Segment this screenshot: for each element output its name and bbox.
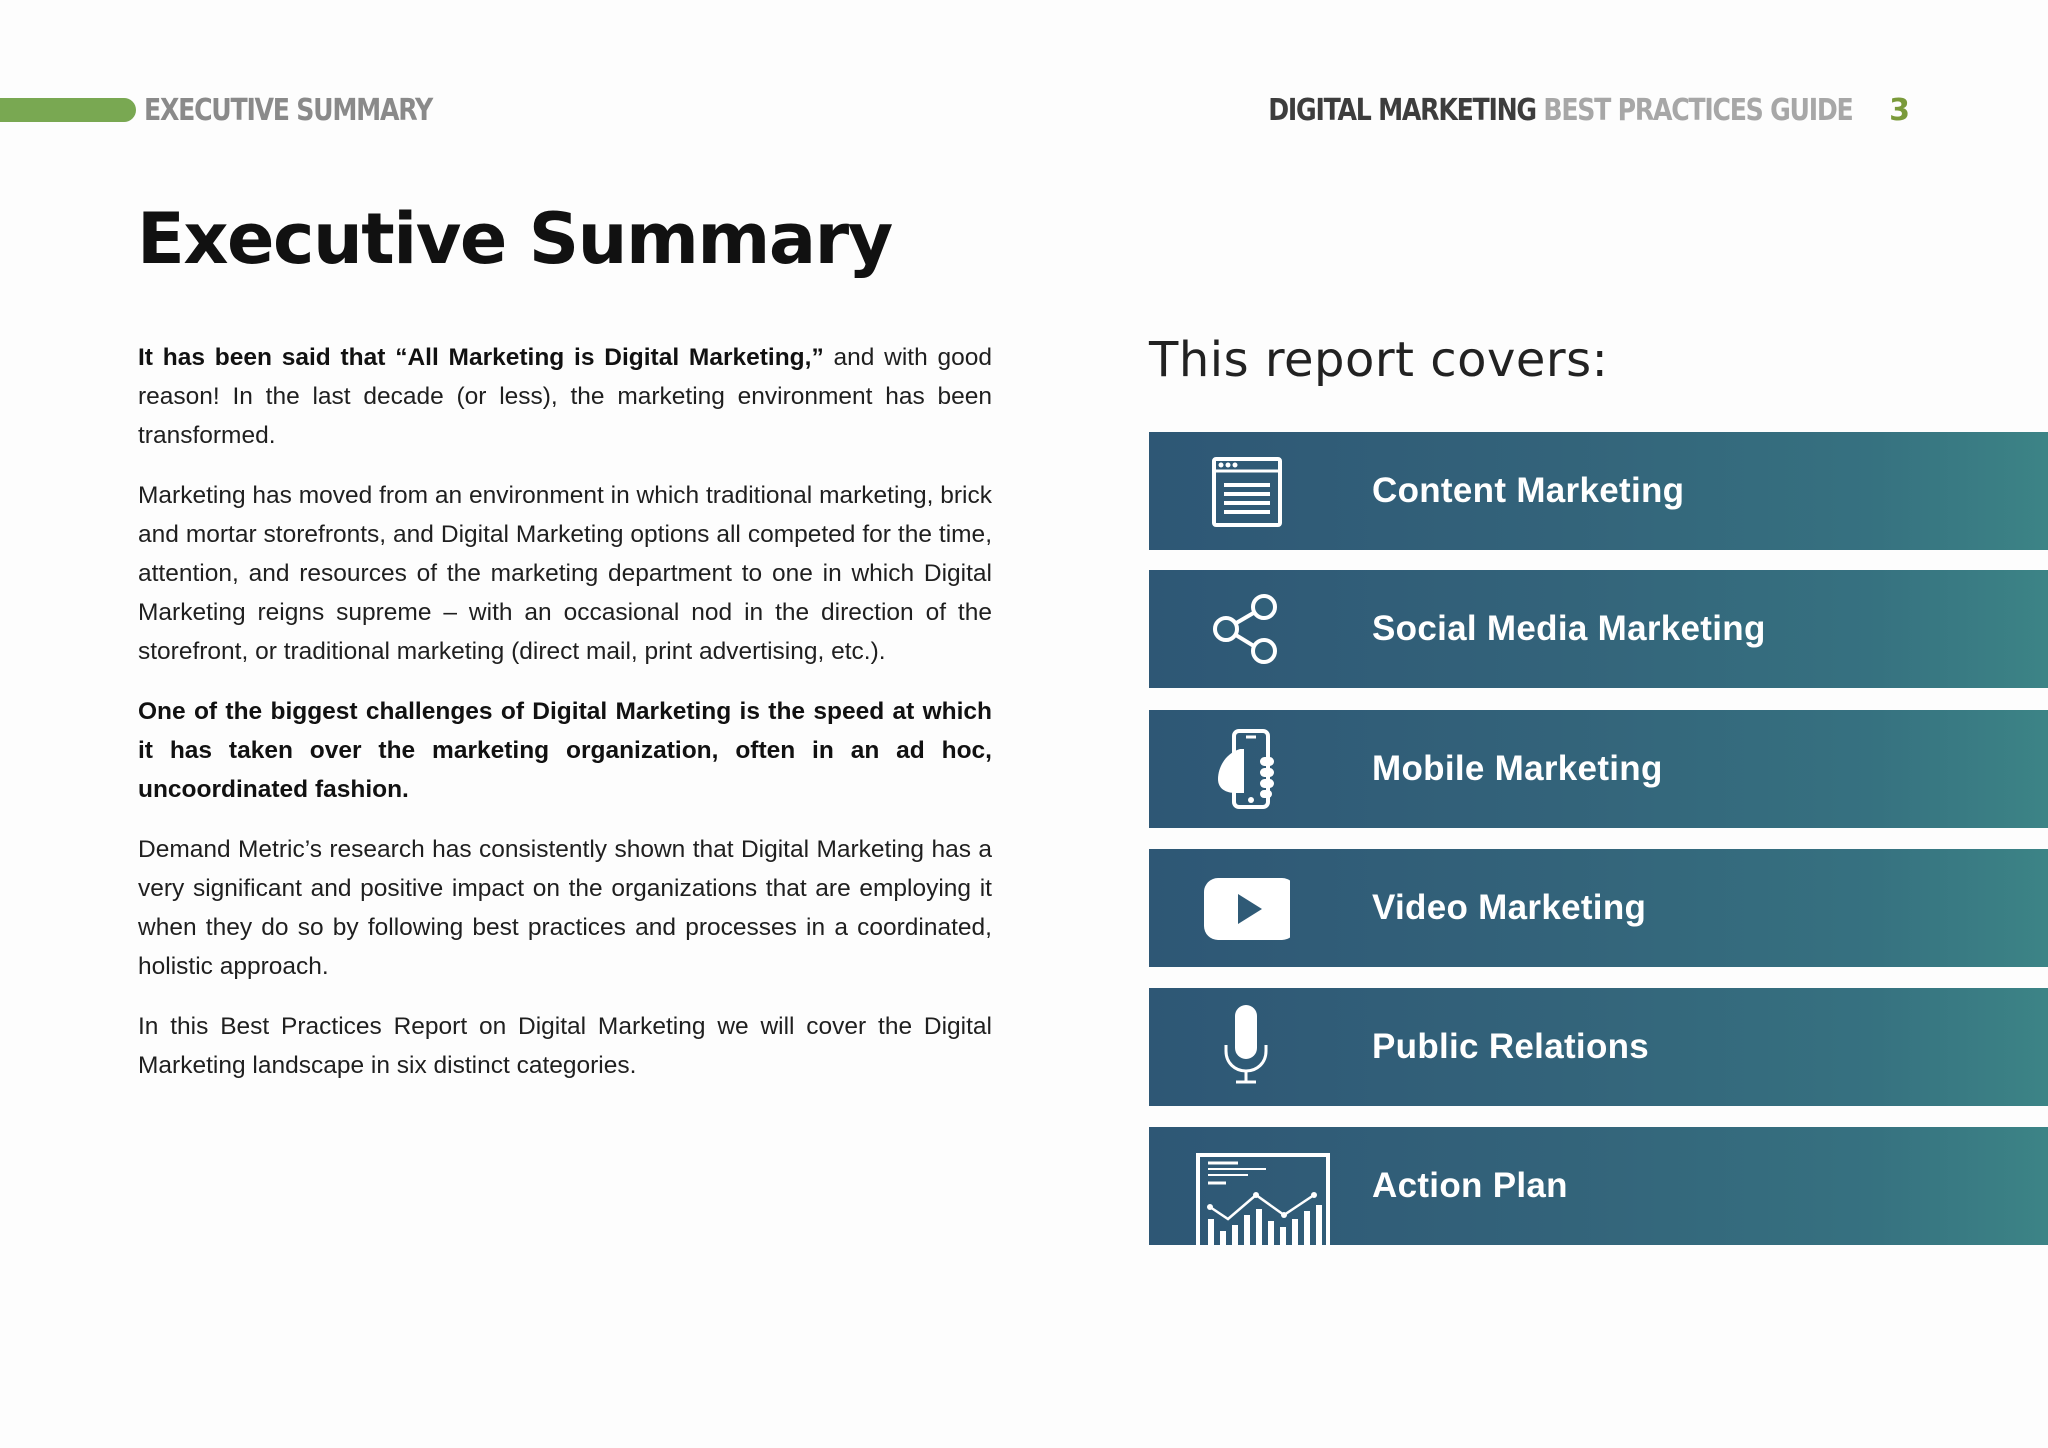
guide-title-primary: DIGITAL MARKETING <box>1267 93 1536 128</box>
paragraph-intro <box>138 338 992 455</box>
intro-quote: It has been said that “All Marketing is Digital Marketing,” <box>138 344 824 371</box>
mobile-phone-icon <box>1204 727 1290 811</box>
play-icon <box>1204 866 1290 950</box>
microphone-icon <box>1204 1005 1290 1089</box>
topic-label: Social Media Marketing <box>1372 609 1766 648</box>
share-icon <box>1204 587 1290 671</box>
covers-title: This report covers: <box>1149 332 1609 388</box>
intro-rest: and with good reason! In the last decade (or less), the marketing environment has been transformed. <box>138 344 993 449</box>
topic-mobile-marketing <box>1149 710 2048 828</box>
topic-label: Content Marketing <box>1372 471 1685 510</box>
topic-label: Public Relations <box>1372 1027 1650 1066</box>
paragraph-research: Demand Metric’s research has consistently shown that Digital Marketing has a very significant and positive impact on the organizations that are employing it when they do so by following best practices and processes in a coordinated, holistic approach. <box>138 836 992 980</box>
page-title: Executive Summary <box>137 198 892 280</box>
page-number: 3 <box>1889 93 1910 128</box>
paragraph-environment: Marketing has moved from an environment in which traditional marketing, brick and mortar storefronts, and Digital Marketing options all competed for the time, attention, and resources of the marketing department to one in which Digital Marketing reigns supreme – with an occasional nod in the direction of the storefront, or traditional marketing (direct mail, print advertising, etc.). <box>138 482 992 665</box>
topic-video-marketing <box>1149 849 2048 967</box>
guide-title-secondary: BEST PRACTICES GUIDE <box>1542 93 1852 128</box>
topic-action-plan <box>1149 1127 2048 1245</box>
chart-icon <box>1196 1153 1330 1245</box>
section-label: EXECUTIVE SUMMARY <box>144 93 433 128</box>
guide-title <box>1268 92 1852 130</box>
topic-social-media-marketing <box>1149 570 2048 688</box>
topic-public-relations <box>1149 988 2048 1106</box>
body-text <box>138 338 992 1106</box>
paragraph-categories: In this Best Practices Report on Digital Marketing we will cover the Digital Marketing landscape in six distinct categories. <box>138 1013 992 1079</box>
section-accent-bar <box>0 98 136 122</box>
topic-label: Video Marketing <box>1372 888 1647 927</box>
topic-content-marketing <box>1149 432 2048 550</box>
topic-label: Mobile Marketing <box>1372 749 1663 788</box>
topic-label: Action Plan <box>1372 1166 1568 1205</box>
document-icon <box>1204 449 1290 533</box>
paragraph-challenges: One of the biggest challenges of Digital Marketing is the speed at which it has taken over the marketing organization, often in an ad hoc, uncoordinated fashion. <box>138 698 992 803</box>
